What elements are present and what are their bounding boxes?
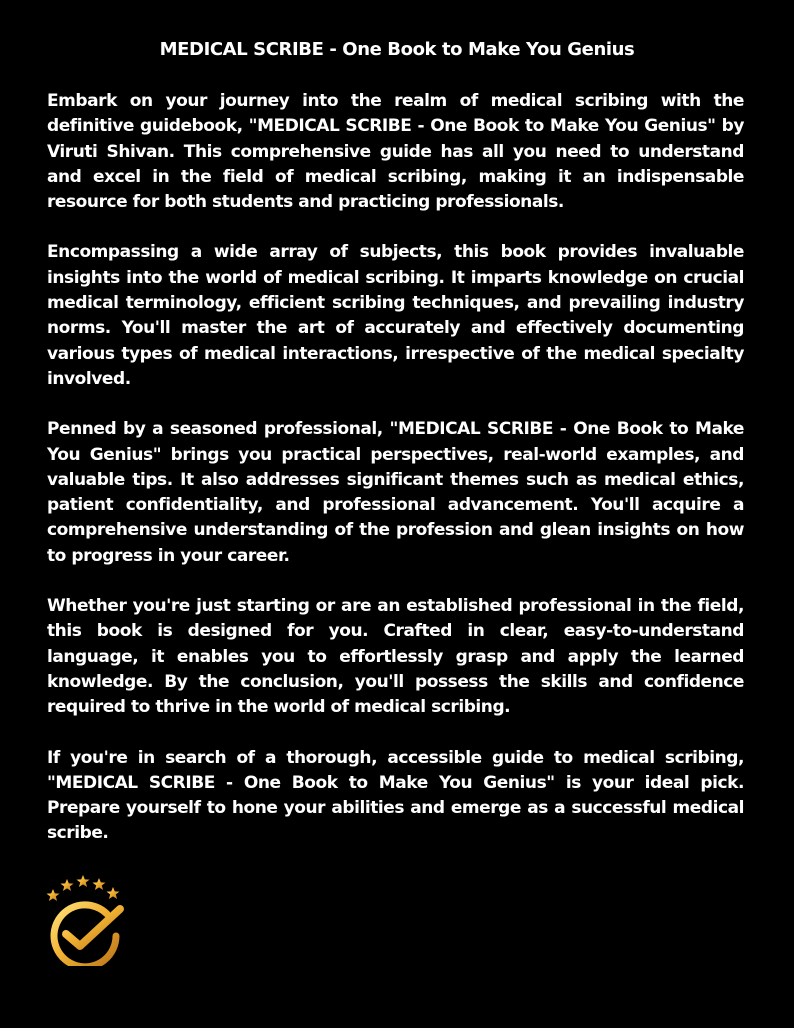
star-icon [107, 887, 120, 899]
gold-check-stars-icon [44, 874, 126, 966]
paragraph-intro: Embark on your journey into the realm of medical scribing with the definitive guidebook, "MEDICAL SCRIBE - One Book to Make You Genius" by Viruti Shivan. This comprehensive guide has all you need to understand and excel in the field of medical scribing, making it an indispensable resource for both students and practicing professionals. [47, 91, 744, 213]
paragraph-author: Penned by a seasoned professional, "MEDICAL SCRIBE - One Book to Make You Genius" brings you practical perspectives, real-world examples, and valuable tips. It also addresses significant themes such as medical ethics, patient confidentiality, and professional advancement. You'll acquire a comprehensive understanding of the profession and glean insights on how to progress in your career. [47, 419, 744, 566]
check-shape [66, 909, 120, 946]
document-title: MEDICAL SCRIBE - One Book to Make You Genius [159, 39, 635, 60]
star-icon [93, 878, 106, 890]
paragraph-conclusion: If you're in search of a thorough, accessible guide to medical scribing, "MEDICAL SCRIBE - One Book to Make You Genius" is your ideal pick. Prepare yourself to hone your abilities and emerge as a successful medical scribe. [47, 747, 744, 844]
stars-group [47, 875, 120, 901]
paragraph-subjects: Encompassing a wide array of subjects, this book provides invaluable insights into the world of medical scribing. It imparts knowledge on crucial medical terminology, efficient scribing techniques, and prevailing industry norms. You'll master the art of accurately and effectively documenting various types of medical interactions, irrespective of the medical specialty involved. [47, 242, 744, 389]
star-icon [47, 889, 60, 901]
star-icon [61, 879, 74, 891]
document-body [47, 89, 744, 872]
paragraph-audience: Whether you're just starting or are an established professional in the field, this book is designed for you. Crafted in clear, easy-to-understand language, it enables you to effortlessly grasp and apply the learned knowledge. By the conclusion, you'll possess the skills and confidence required to thrive in the world of medical scribing. [47, 596, 744, 718]
star-icon [77, 875, 90, 887]
